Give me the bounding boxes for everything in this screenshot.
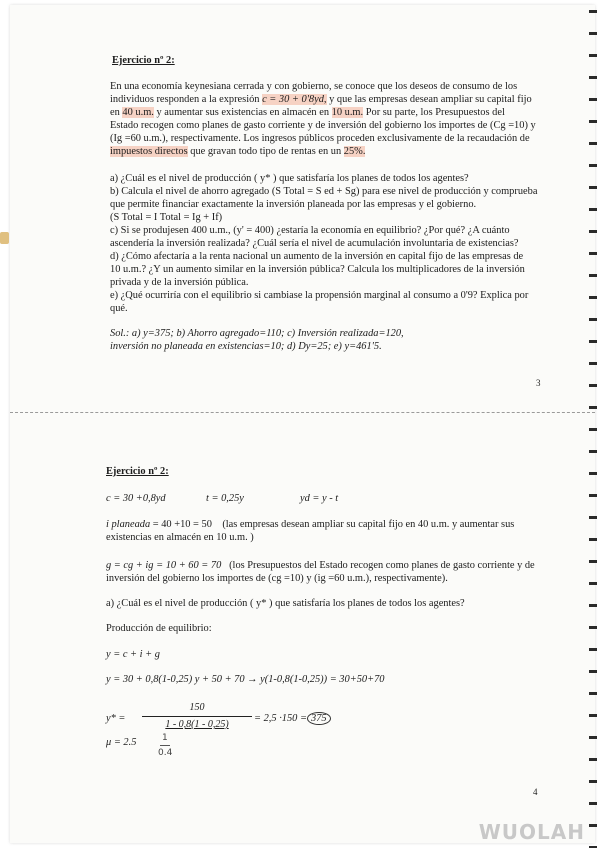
y-star-label: y* = [106, 713, 126, 724]
question-c-line-1: c) Si se produjesen 400 u.m., (y' = 400) ¿estaría la economía en equilibrio? ¿Por qué? ¿A cuánto [110, 225, 510, 236]
multiplier-result: = 2,5 ·150 = 375 [254, 712, 331, 725]
fraction-bar [142, 716, 252, 717]
solution-line-1: Sol.: a) y=375; b) Ahorro agregado=110; c) Inversión realizada=120, [110, 328, 404, 339]
statement-line-6: impuestos directos que gravan todo tipo de rentas en un 25%. [110, 146, 366, 157]
solution-title: Ejercicio nº 2: [106, 466, 169, 477]
question-d-line-3: privada y de la inversión pública. [110, 277, 249, 288]
question-a: a) ¿Cuál es el nivel de producción ( y* ) que satisfaría los planes de todos los agentes? [110, 173, 469, 184]
question-d-line-1: d) ¿Cómo afectaría a la renta nacional un aumento de la inversión en capital fijo de las empresas de [110, 251, 524, 262]
statement-line-3: en 40 u.m. y aumentar sus existencias en almacén en 10 u.m. Por su parte, los Presupuestos del [110, 107, 505, 118]
planned-investment-line-1: i planeada = 40 +10 = 50 (las empresas desean ampliar su capital fijo en 40 u.m. y aumentar sus [106, 519, 515, 530]
question-e-line-1: e) ¿Qué ocurriría con el equilibrio si cambiase la propensión marginal al consumo a 0'9? Explica por [110, 290, 529, 301]
equilibrium-expansion: y = 30 + 0,8(1-0,25) y + 50 + 70 → y(1-0,8(1-0,25)) = 30+50+70 [106, 674, 385, 685]
question-a-repeat: a) ¿Cuál es el nivel de producción ( y* ) que satisfaría los planes de todos los agentes? [106, 598, 465, 609]
question-e-line-2: qué. [110, 303, 128, 314]
statement-line-1: En una economía keynesiana cerrada y con gobierno, se conoce que los deseos de consumo de los [110, 81, 518, 92]
statement-line-4: Estado recogen como planes de gasto corriente y de inversión del gobierno los importes de (Cg =10) y [110, 120, 536, 131]
tax-equation: t = 0,25y [206, 493, 244, 504]
consumption-equation: c = 30 +0,8yd [106, 493, 166, 504]
statement-line-5: (Ig =60 u.m.), respectivamente. Los ingresos públicos proceden exclusivamente de la recaudación de [110, 133, 530, 144]
handwritten-denominator: 0.4 [158, 748, 173, 758]
page-number: 3 [536, 378, 541, 388]
government-spending-line-1: g = cg + ig = 10 + 60 = 70 (los Presupuestos del Estado recogen como planes de gasto corriente y de [106, 560, 535, 571]
fraction-numerator: 150 [189, 702, 205, 713]
equilibrium-heading: Producción de equilibrio: [106, 623, 212, 634]
page-fold-line [10, 412, 595, 413]
handwritten-fraction-bar [160, 745, 170, 746]
solution-line-2: inversión no planeada en existencias=10; d) Dy=25; e) y=461'5. [110, 341, 382, 352]
fraction-denominator: 1 - 0,8(1 - 0,25) [165, 719, 229, 730]
wuolah-watermark: WUOLAH [478, 820, 585, 844]
multiplier-value: μ = 2.5 [106, 737, 137, 748]
equilibrium-identity: y = c + i + g [106, 649, 160, 660]
disposable-income-equation: yd = y - t [300, 493, 339, 504]
page-number-bottom: 4 [533, 787, 538, 797]
government-spending-line-2: inversión del gobierno los importes de (cg =10) y (ig =60 u.m.), respectivamente). [106, 573, 448, 584]
paper-clip [0, 232, 9, 244]
exercise-title: Ejercicio nº 2: [112, 55, 175, 66]
binder-rings [589, 0, 597, 848]
statement-line-2: individuos responden a la expresión c = 30 + 0'8yd, y que las empresas desean ampliar su capital fijo [110, 94, 532, 105]
question-b-line-2: que permite financiar exactamente la inversión planeada por las empresas y el gobierno. [110, 199, 477, 210]
question-b-line-3: (S Total = I Total = Ig + If) [110, 212, 223, 223]
question-b-line-1: b) Calcula el nivel de ahorro agregado (S Total = S ed + Sg) para ese nivel de producción y comprueba [110, 186, 538, 197]
planned-investment-line-2: existencias en almacén en 10 u.m. ) [106, 532, 254, 543]
handwritten-one: 1 [162, 733, 168, 743]
circled-answer: 375 [307, 712, 331, 725]
question-c-line-2: ascendería la inversión realizada? ¿Cuál sería el nivel de acumulación involuntaria de existencias? [110, 238, 519, 249]
question-d-line-2: 10 u.m.? ¿Y un aumento similar en la inversión pública? Calcula los multiplicadores de la inversión [110, 264, 525, 275]
